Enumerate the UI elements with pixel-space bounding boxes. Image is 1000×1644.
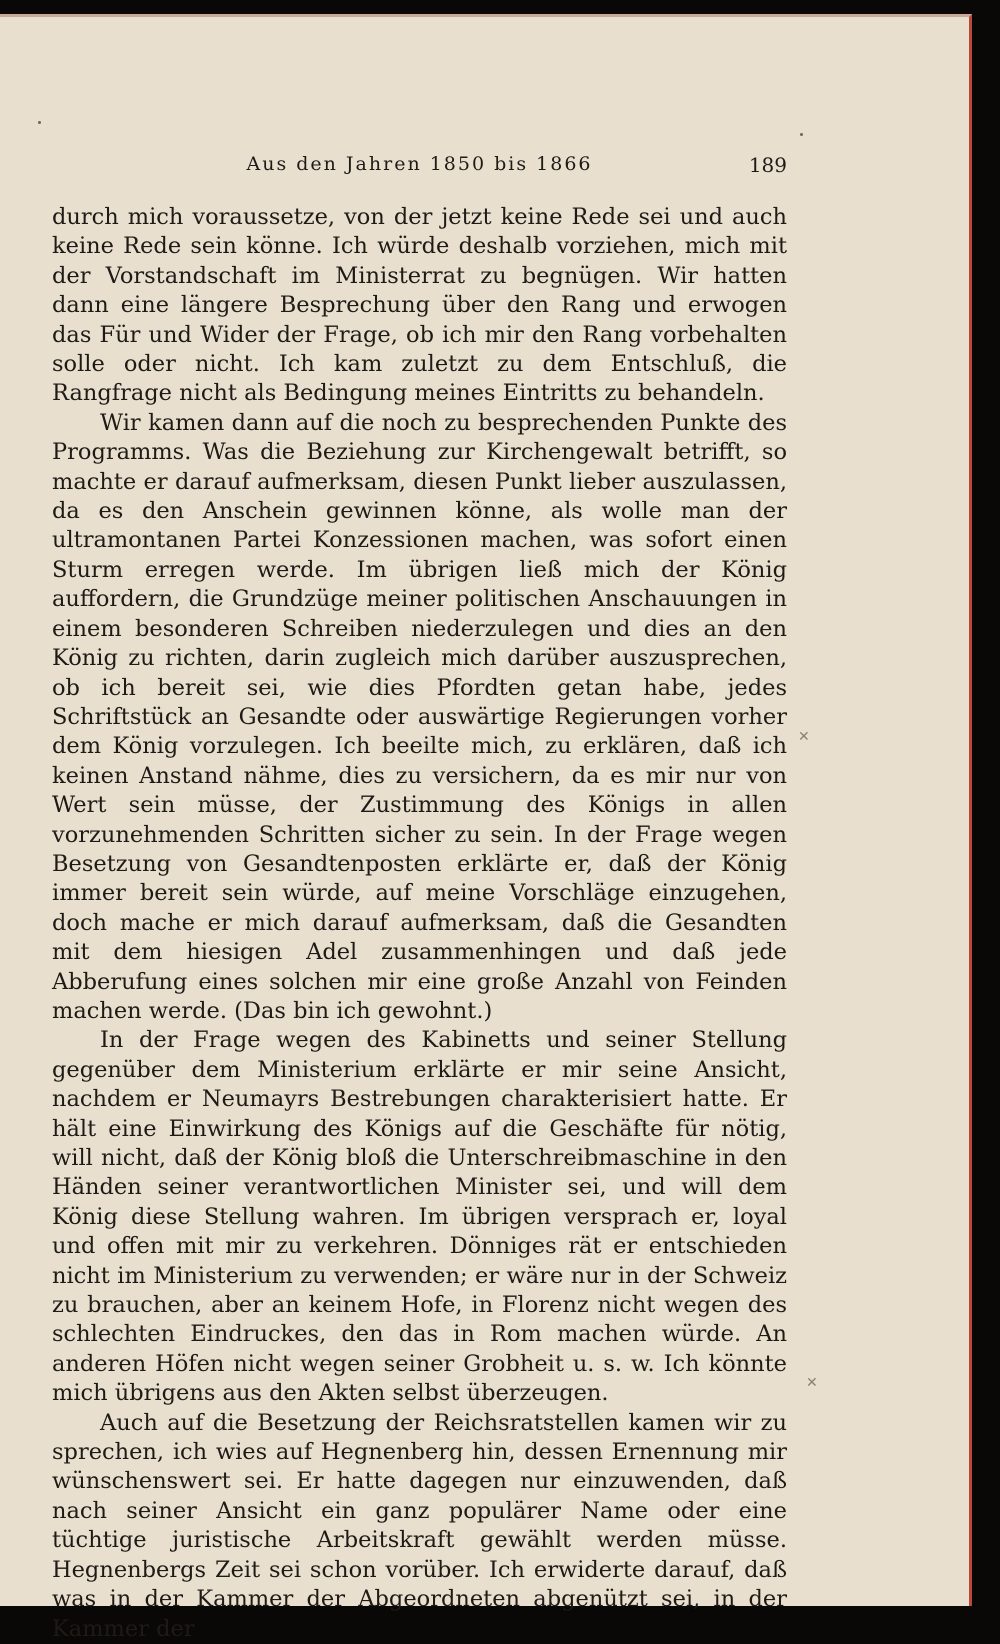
page-header	[52, 153, 787, 183]
ink-speck	[800, 133, 803, 136]
book-page	[0, 14, 972, 1642]
pencil-mark-icon: ✕	[798, 729, 810, 745]
page-number: 189	[748, 153, 787, 177]
paragraph: Auch auf die Besetzung der Reichsratstellen kamen wir zu sprechen, ich wies auf Hegnenberg hin, dessen Ernennung mir wünschenswert sei. Er hatte dagegen nur einzuwenden, daß nach seiner Ansicht ein ganz populärer Name oder eine tüchtige juristische Arbeitskraft gewählt werden müsse. Hegnenbergs Zeit sei schon vorüber. Ich erwiderte darauf, daß was in der Kammer der Abgeordneten abgenützt sei, in der Kammer der	[52, 1409, 787, 1642]
body-text	[52, 203, 787, 1644]
paragraph: Wir kamen dann auf die noch zu besprechenden Punkte des Programms. Was die Beziehung zur Kirchengewalt betrifft, so machte er darauf aufmerksam, diesen Punkt lieber auszulassen, da es den Anschein gewinnen könne, als wolle man der ultramontanen Partei Konzessionen machen, was sofort einen Sturm erregen werde. Im übrigen ließ mich der König auffordern, die Grundzüge meiner politischen Anschauungen in einem besonderen Schreiben niederzulegen und dies an den König zu richten, darin zugleich mich darüber auszusprechen, ob ich bereit sei, wie dies Pfordten getan habe, jedes Schriftstück an Gesandte oder auswärtige Regierungen vorher dem König vorzulegen. Ich beeilte mich, zu erklären, daß ich keinen Anstand nähme, dies zu versichern, da es mir nur von Wert sein müsse, der Zustimmung des Königs in allen vorzunehmenden Schritten sicher zu sein. In der Frage wegen Besetzung von Gesandtenposten erklärte er, daß der König immer bereit sein würde, auf meine Vorschläge einzugehen, doch mache er mich darauf aufmerksam, daß die Gesandten mit dem hiesigen Adel zusammenhingen und daß jede Abberufung eines solchen mir eine große Anzahl von Feinden machen werde. (Das bin ich gewohnt.)	[52, 409, 787, 1024]
running-title: Aus den Jahren 1850 bis 1866	[246, 153, 593, 175]
ink-speck	[38, 121, 41, 124]
paragraph: durch mich voraussetze, von der jetzt keine Rede sei und auch keine Rede sein könne. Ich würde deshalb vorziehen, mich mit der Vorstandschaft im Ministerrat zu begnügen. Wir hatten dann eine längere Besprechung über den Rang und erwogen das Für und Wider der Frage, ob ich mir den Rang vorbehalten solle oder nicht. Ich kam zuletzt zu dem Entschluß, die Rangfrage nicht als Bedingung meines Eintritts zu behandeln.	[52, 204, 787, 407]
paragraph: In der Frage wegen des Kabinetts und seiner Stellung gegenüber dem Ministerium erklärte er mir seine Ansicht, nachdem er Neumayrs Bestrebungen charakterisiert hatte. Er hält eine Einwirkung des Königs auf die Geschäfte für nötig, will nicht, daß der König bloß die Unterschreibmaschine in den Händen seiner verantwortlichen Minister sei, und will dem König diese Stellung wahren. Im übrigen versprach er, loyal und offen mit mir zu verkehren. Dönniges rät er entschieden nicht im Ministerium zu verwenden; er wäre nur in der Schweiz zu brauchen, aber an keinem Hofe, in Florenz nicht wegen des schlechten Eindruckes, den das in Rom machen würde. An anderen Höfen nicht wegen seiner Grobheit u. s. w. Ich könnte mich übrigens aus den Akten selbst überzeugen.	[52, 1027, 787, 1407]
pencil-mark-icon: ✕	[806, 1375, 818, 1391]
